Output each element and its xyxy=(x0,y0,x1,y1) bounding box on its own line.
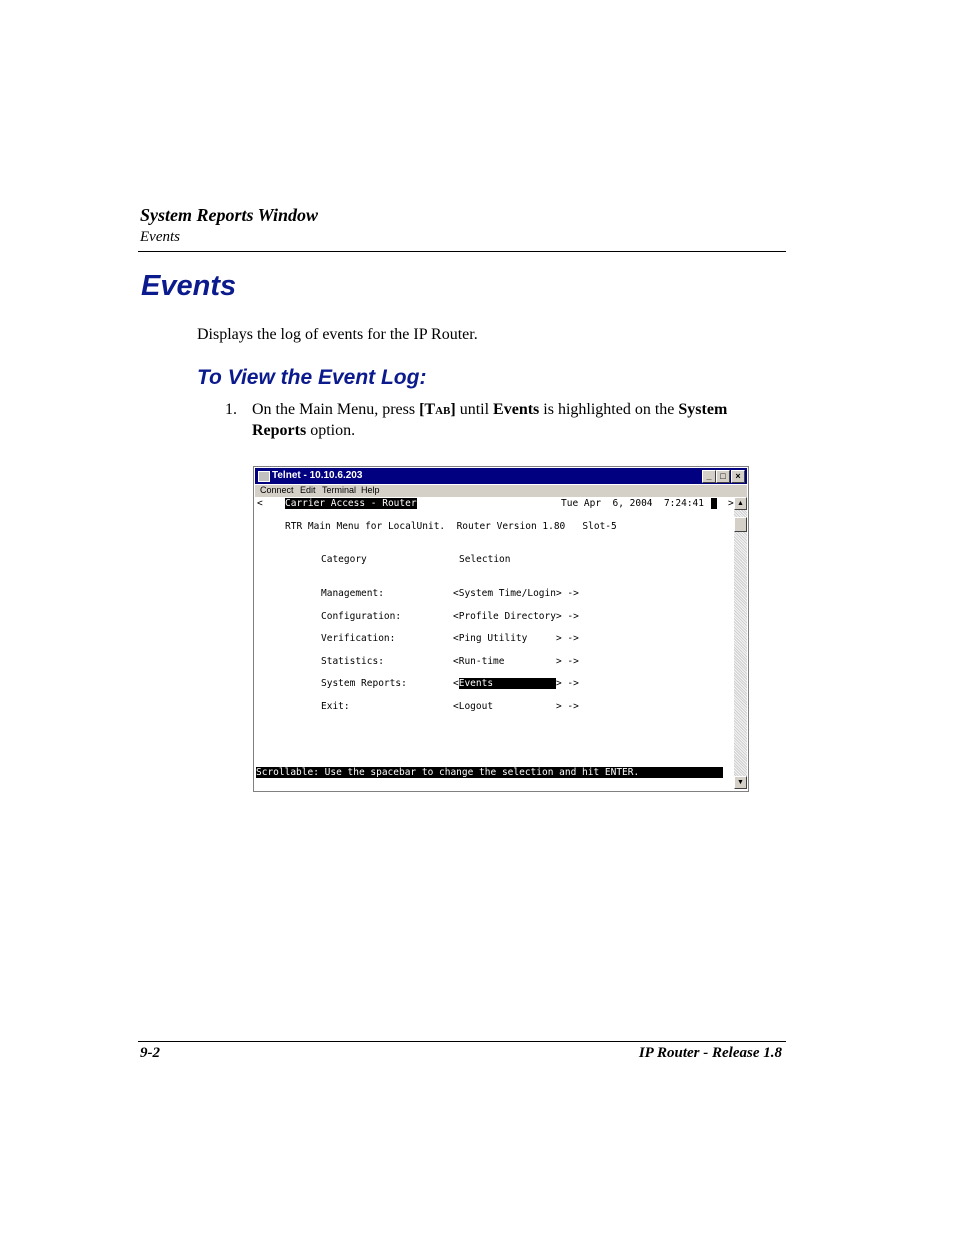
footer-rule xyxy=(138,1041,786,1042)
telnet-window xyxy=(253,466,749,792)
close-button[interactable]: × xyxy=(731,470,745,483)
menu-connect[interactable]: Connect xyxy=(260,485,294,495)
column-selection: Selection xyxy=(459,554,511,565)
selection-open-bracket: < xyxy=(453,678,459,689)
row-configuration-label: Configuration: xyxy=(321,611,402,622)
tab-key-open: [ xyxy=(419,401,425,418)
telnet-titlebar xyxy=(255,468,747,484)
row-management-selection[interactable]: <System Time/Login> -> xyxy=(453,588,579,599)
main-menu-header: RTR Main Menu for LocalUnit. Router Version 1.80 Slot-5 xyxy=(285,521,617,532)
menu-edit[interactable]: Edit xyxy=(300,485,316,495)
step-text-post: option. xyxy=(306,422,356,439)
row-verification-label: Verification: xyxy=(321,633,396,644)
terminal-cursor xyxy=(711,498,717,509)
left-scroll-marker: < xyxy=(257,498,263,509)
row-management-label: Management: xyxy=(321,588,384,599)
row-system-reports-selection[interactable] xyxy=(453,678,579,689)
right-scroll-marker: > xyxy=(728,498,734,509)
row-statistics-label: Statistics: xyxy=(321,656,384,667)
step-text xyxy=(252,399,782,441)
row-statistics-selection[interactable]: <Run-time > -> xyxy=(453,656,579,667)
step-text-mid1: until xyxy=(455,401,494,418)
terminal-datetime: Tue Apr 6, 2004 7:24:41 xyxy=(561,498,704,509)
column-category: Category xyxy=(321,554,367,565)
section-intro: Displays the log of events for the IP Router. xyxy=(197,326,478,343)
step-number: 1. xyxy=(225,401,237,418)
row-verification-selection[interactable]: <Ping Utility > -> xyxy=(453,633,579,644)
telnet-menubar xyxy=(255,485,747,497)
system-reports-term: System Reports xyxy=(252,401,728,439)
minimize-button[interactable]: _ xyxy=(702,470,716,483)
menu-help[interactable]: Help xyxy=(361,485,380,495)
selection-close: > -> xyxy=(555,678,579,689)
procedure-title: To View the Event Log: xyxy=(197,366,427,389)
scroll-down-button[interactable]: ▼ xyxy=(734,776,747,789)
events-term: Events xyxy=(493,401,540,418)
header-title: System Reports Window xyxy=(140,205,319,225)
tab-key xyxy=(419,401,456,418)
scroll-up-button[interactable]: ▲ xyxy=(734,497,747,510)
menu-terminal[interactable]: Terminal xyxy=(322,485,357,495)
footer-page-number: 9-2 xyxy=(140,1045,160,1061)
terminal-app-title: Carrier Access - Router xyxy=(285,498,417,509)
header-subtitle: Events xyxy=(140,229,180,245)
tab-key-rest: ab xyxy=(435,401,451,418)
step-text-mid2: is highlighted on the xyxy=(539,401,679,418)
header-rule xyxy=(138,251,786,252)
events-highlight[interactable]: Events xyxy=(458,678,556,689)
vertical-scrollbar[interactable] xyxy=(734,497,747,789)
scroll-thumb[interactable] xyxy=(734,517,747,532)
tab-key-first: T xyxy=(424,401,436,418)
telnet-window-title: Telnet - 10.10.6.203 xyxy=(272,470,363,481)
row-configuration-selection[interactable]: <Profile Directory> -> xyxy=(453,611,579,622)
section-title: Events xyxy=(141,270,237,302)
row-system-reports-label: System Reports: xyxy=(321,678,407,689)
footer-product: IP Router - Release 1.8 xyxy=(638,1045,782,1061)
maximize-button[interactable]: □ xyxy=(716,470,730,483)
row-exit-selection[interactable]: <Logout > -> xyxy=(453,701,579,712)
terminal-status-bar: Scrollable: Use the spacebar to change the selection and hit ENTER. xyxy=(256,767,723,778)
row-exit-label: Exit: xyxy=(321,701,350,712)
step-text-pre: On the Main Menu, press xyxy=(252,401,420,418)
tab-key-close: ] xyxy=(450,401,456,418)
